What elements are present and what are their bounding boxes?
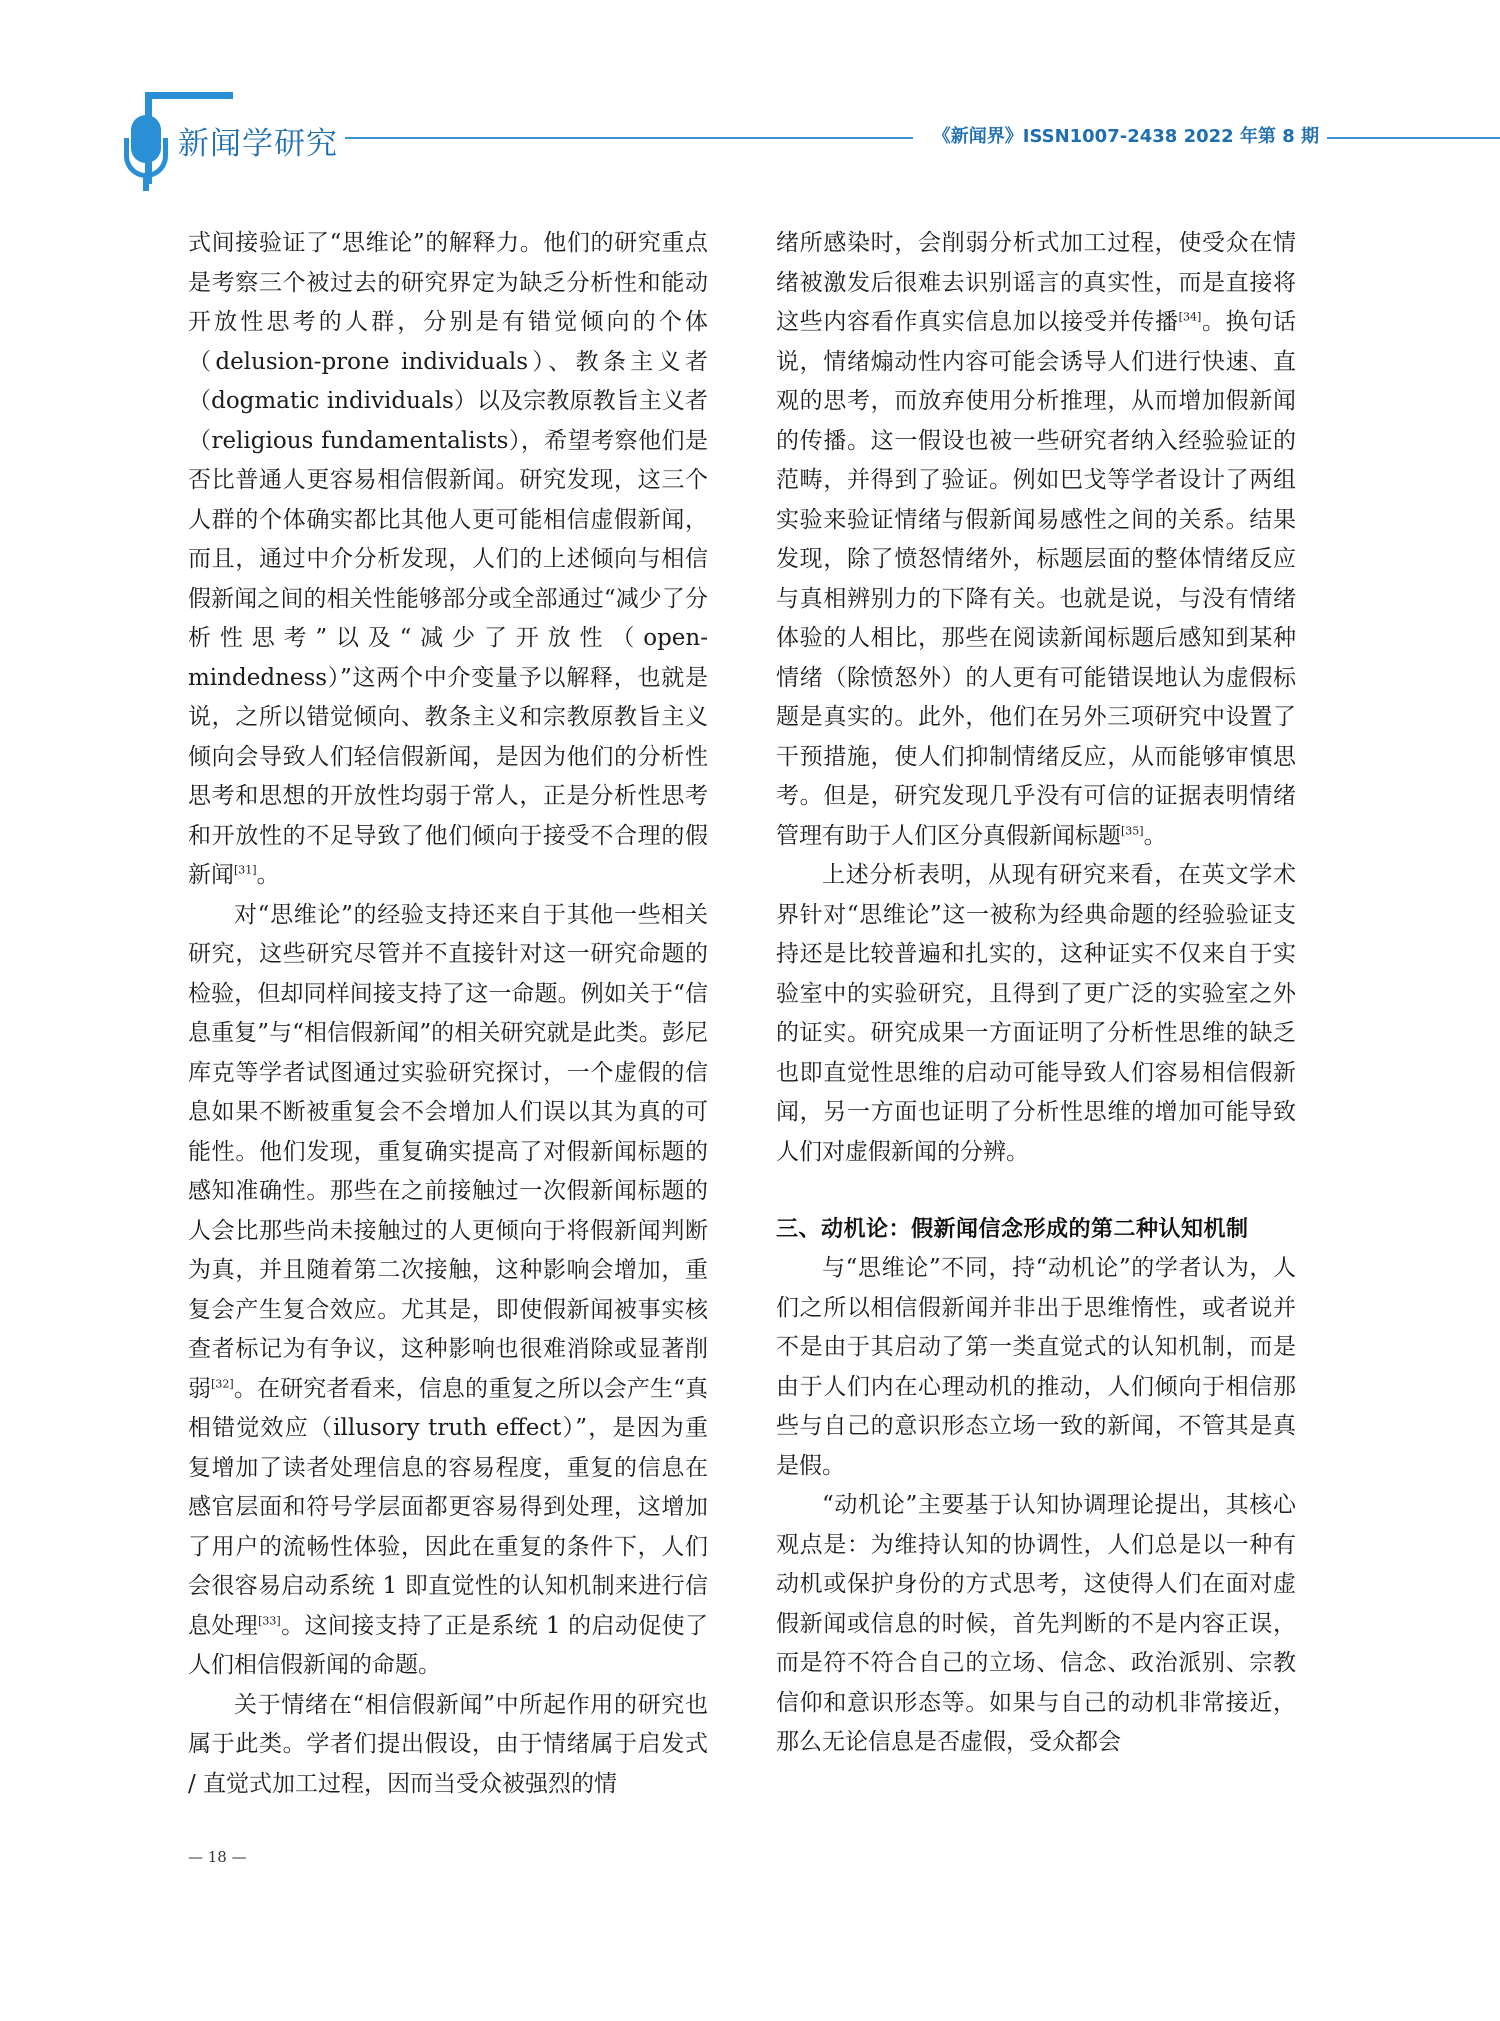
left-column — [188, 224, 728, 1804]
section-name: 新闻学研究 — [178, 126, 338, 162]
page-header — [0, 0, 1500, 200]
citation-32: [32] — [211, 1376, 234, 1390]
right-paragraph-1: 绪所感染时，会削弱分析式加工过程，使受众在情绪被激发后很难去识别谣言的真实性，而是直接将这些内容看作真实信息加以接受并传播[34]。换句话说，情绪煽动性内容可能会诱导人们进行快速、直观的思考，而放弃使用分析推理，从而增加假新闻的传播。这一假设也被一些研究者纳入经验验证的范畴，并得到了验证。例如巴戈等学者设计了两组实验来验证情绪与假新闻易感性之间的关系。结果发现，除了愤怒情绪外，标题层面的整体情绪反应与真相辨别力的下降有关。也就是说，与没有情绪体验的人相比，那些在阅读新闻标题后感知到某种情绪（除愤怒外）的人更有可能错误地认为虚假标题是真实的。此外，他们在另外三项研究中设置了干预措施，使人们抑制情绪反应，从而能够审慎思考。但是，研究发现几乎没有可信的证据表明情绪管理有助于人们区分真假新闻标题[35]。 — [776, 230, 1297, 849]
header-rule-left — [345, 137, 913, 139]
left-paragraph-2: 对“思维论”的经验支持还来自于其他一些相关研究，这些研究尽管并不直接针对这一研究命题的检验，但却同样间接支持了这一命题。例如关于“信息重复”与“相信假新闻”的相关研究就是此类。彭尼库克等学者试图通过实验研究探讨，一个虚假的信息如果不断被重复会不会增加人们误以其为真的可能性。他们发现，重复确实提高了对假新闻标题的感知准确性。那些在之前接触过一次假新闻标题的人会比那些尚未接触过的人更倾向于将假新闻判断为真，并且随着第二次接触，这种影响会增加，重复会产生复合效应。尤其是，即使假新闻被事实核查者标记为有争议，这种影响也很难消除或显著削弱[32]。在研究者看来，信息的重复之所以会产生“真相错觉效应（illusory truth effect）”，是因为重复增加了读者处理信息的容易程度，重复的信息在感官层面和符号学层面都更容易得到处理，这增加了用户的流畅性体验，因此在重复的条件下，人们会很容易启动系统 1 即直觉性的认知机制来进行信息处理[33]。这间接支持了正是系统 1 的启动促使了人们相信假新闻的命题。 — [188, 901, 709, 1678]
citation-35: [35] — [1121, 823, 1144, 837]
journal-info: 《新闻界》ISSN1007-2438 2022 年第 8 期 — [932, 126, 1319, 147]
right-paragraph-2: 上述分析表明，从现有研究来看，在英文学术界针对“思维论”这一被称为经典命题的经验验证支持还是比较普遍和扎实的，这种证实不仅来自于实验室中的实验研究，且得到了更广泛的实验室之外的证实。研究成果一方面证明了分析性思维的缺乏也即直觉性思维的启动可能导致人们容易相信假新闻，另一方面也证明了分析性思维的增加可能导致人们对虚假新闻的分辨。 — [776, 862, 1296, 1165]
citation-33: [33] — [258, 1613, 281, 1627]
right-paragraph-3: 与“思维论”不同，持“动机论”的学者认为，人们之所以相信假新闻并非出于思维惰性，或者说并不是由于其启动了第一类直觉式的认知机制，而是由于人们内在心理动机的推动，人们倾向于相信那些与自己的意识形态立场一致的新闻，不管其是真是假。 — [776, 1255, 1296, 1479]
section-heading: 三、动机论：假新闻信念形成的第二种认知机制 — [776, 1217, 1249, 1242]
header-rule-right — [1327, 137, 1500, 139]
left-paragraph-1: 式间接验证了“思维论”的解释力。他们的研究重点是考察三个被过去的研究界定为缺乏分析性和能动开放性思考的人群，分别是有错觉倾向的个体（delusion-prone individuals）、教条主义者（dogmatic individuals）以及宗教原教旨主义者（religious fundamentalists），希望考察他们是否比普通人更容易相信假新闻。研究发现，这三个人群的个体确实都比其他人更可能相信虚假新闻，而且，通过中介分析发现，人们的上述倾向与相信假新闻之间的相关性能够部分或全部通过“减少了分析性思考”以及“减少了开放性（open-mindedness）”这两个中介变量予以解释，也就是说，之所以错觉倾向、教条主义和宗教原教旨主义倾向会导致人们轻信假新闻，是因为他们的分析性思考和思想的开放性均弱于常人，正是分析性思考和开放性的不足导致了他们倾向于接受不合理的假新闻[31]。 — [188, 230, 708, 888]
left-paragraph-3: 关于情绪在“相信假新闻”中所起作用的研究也属于此类。学者们提出假设，由于情绪属于启发式 / 直觉式加工过程，因而当受众被强烈的情 — [188, 1691, 708, 1797]
citation-34: [34] — [1178, 310, 1202, 324]
page-number: — 18 — — [188, 1848, 247, 1866]
microphone-base-icon — [143, 177, 149, 191]
citation-31: [31] — [234, 863, 257, 877]
right-paragraph-4: “动机论”主要基于认知协调理论提出，其核心观点是：为维持认知的协调性，人们总是以一种有动机或保护身份的方式思考，这使得人们在面对虚假新闻或信息的时候，首先判断的不是内容正误，而是符不符合自己的立场、信念、政治派别、宗教信仰和意识形态等。如果与自己的动机非常接近，那么无论信息是否虚假，受众都会 — [776, 1492, 1296, 1755]
right-column — [776, 224, 1316, 1763]
